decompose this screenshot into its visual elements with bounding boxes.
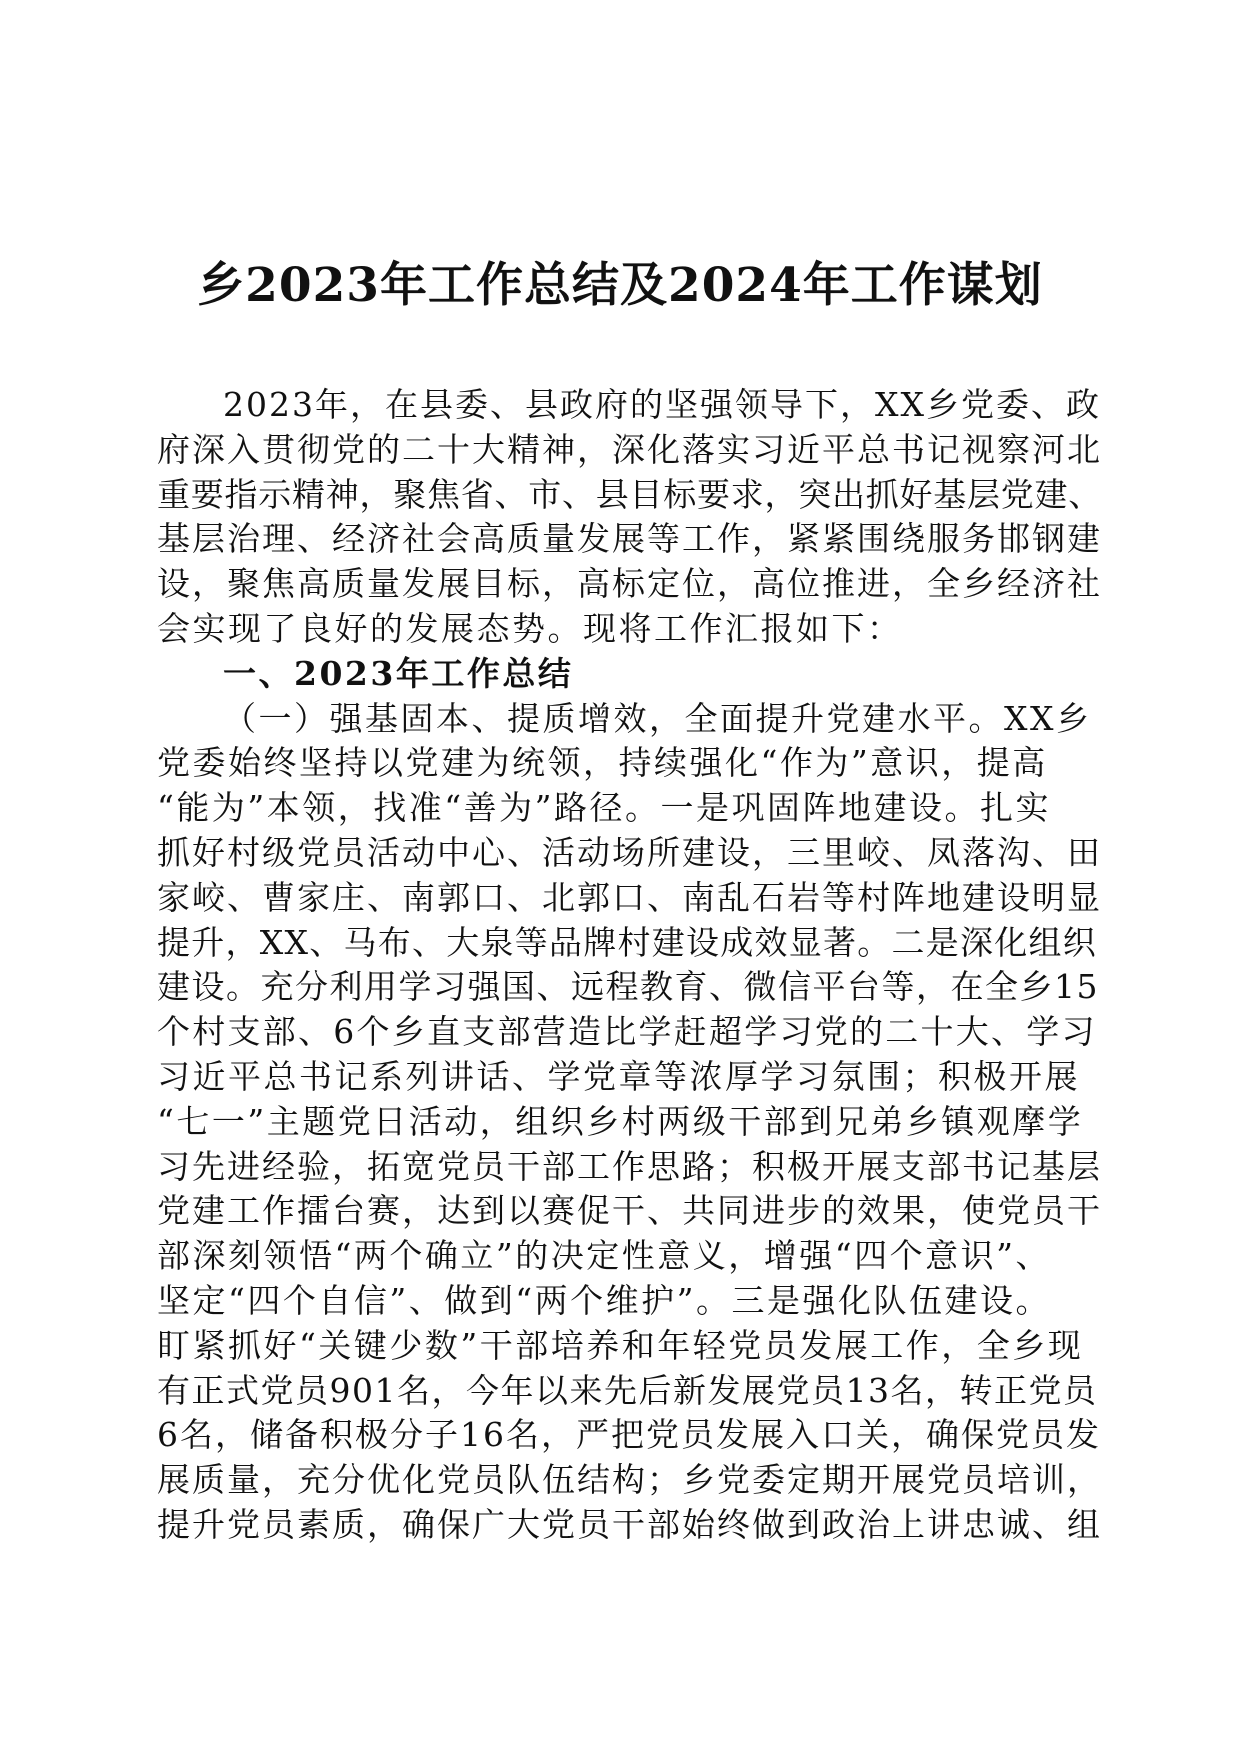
paragraph-line: 家峧、曹家庄、南郭口、北郭口、南乱石岩等村阵地建设明显 [157, 877, 1102, 917]
paragraph-line: 习先进经验，拓宽党员干部工作思路；积极开展支部书记基层 [157, 1146, 1102, 1186]
paragraph-line: 党建工作擂台赛，达到以赛促干、共同进步的效果，使党员干 [157, 1191, 1102, 1231]
paragraph-line: 设，聚焦高质量发展目标，高标定位，高位推进，全乡经济社 [157, 564, 1102, 604]
paragraph-line: （一）强基固本、提质增效，全面提升党建水平。XX乡 [223, 698, 1092, 738]
paragraph-line: 6名，储备积极分子16名，严把党员发展入口关，确保党员发 [157, 1415, 1101, 1455]
paragraph-line: 提升，XX、马布、大泉等品牌村建设成效显著。二是深化组织 [157, 922, 1097, 962]
paragraph-line: 习近平总书记系列讲话、学党章等浓厚学习氛围；积极开展 [157, 1056, 1080, 1096]
paragraph-line: 重要指示精神，聚焦省、市、县目标要求，突出抓好基层党建、 [157, 474, 1102, 514]
paragraph-line: 会实现了良好的发展态势。现将工作汇报如下： [157, 608, 903, 648]
paragraph-line: 展质量，充分优化党员队伍结构；乡党委定期开展党员培训， [157, 1460, 1102, 1500]
paragraph-line: 盯紧抓好“关键少数”干部培养和年轻党员发展工作，全乡现 [157, 1325, 1084, 1365]
paragraph-line: 提升党员素质，确保广大党员干部始终做到政治上讲忠诚、组 [157, 1504, 1102, 1544]
paragraph-line: 府深入贯彻党的二十大精神，深化落实习近平总书记视察河北 [157, 429, 1102, 469]
paragraph-line: 有正式党员901名，今年以来先后新发展党员13名，转正党员 [157, 1370, 1098, 1410]
paragraph-line: 建设。充分利用学习强国、远程教育、微信平台等，在全乡15 [157, 967, 1099, 1007]
paragraph-line: 基层治理、经济社会高质量发展等工作，紧紧围绕服务邯钢建 [157, 519, 1102, 559]
document-title: 乡2023年工作总结及2024年工作谋划 [197, 258, 1043, 313]
paragraph-line: 2023年，在县委、县政府的坚强领导下，XX乡党委、政 [223, 385, 1101, 424]
paragraph-line: 抓好村级党员活动中心、活动场所建设，三里峧、凤落沟、田 [157, 832, 1102, 872]
paragraph-line: “七一”主题党日活动，组织乡村两级干部到兄弟乡镇观摩学 [157, 1101, 1084, 1141]
section-heading: 一、2023年工作总结 [223, 653, 574, 693]
paragraph-line: 坚定“四个自信”、做到“两个维护”。三是强化队伍建设。 [157, 1280, 1051, 1320]
paragraph-line: “能为”本领，找准“善为”路径。一是巩固阵地建设。扎实 [157, 788, 1051, 828]
document-body [157, 383, 1103, 1548]
paragraph-line: 部深刻领悟“两个确立”的决定性意义，增强“四个意识”、 [157, 1236, 1051, 1276]
paragraph-line: 个村支部、6个乡直支部营造比学赶超学习党的二十大、学习 [157, 1012, 1097, 1052]
paragraph-line: 党委始终坚持以党建为统领，持续强化“作为”意识，提高 [157, 743, 1048, 783]
